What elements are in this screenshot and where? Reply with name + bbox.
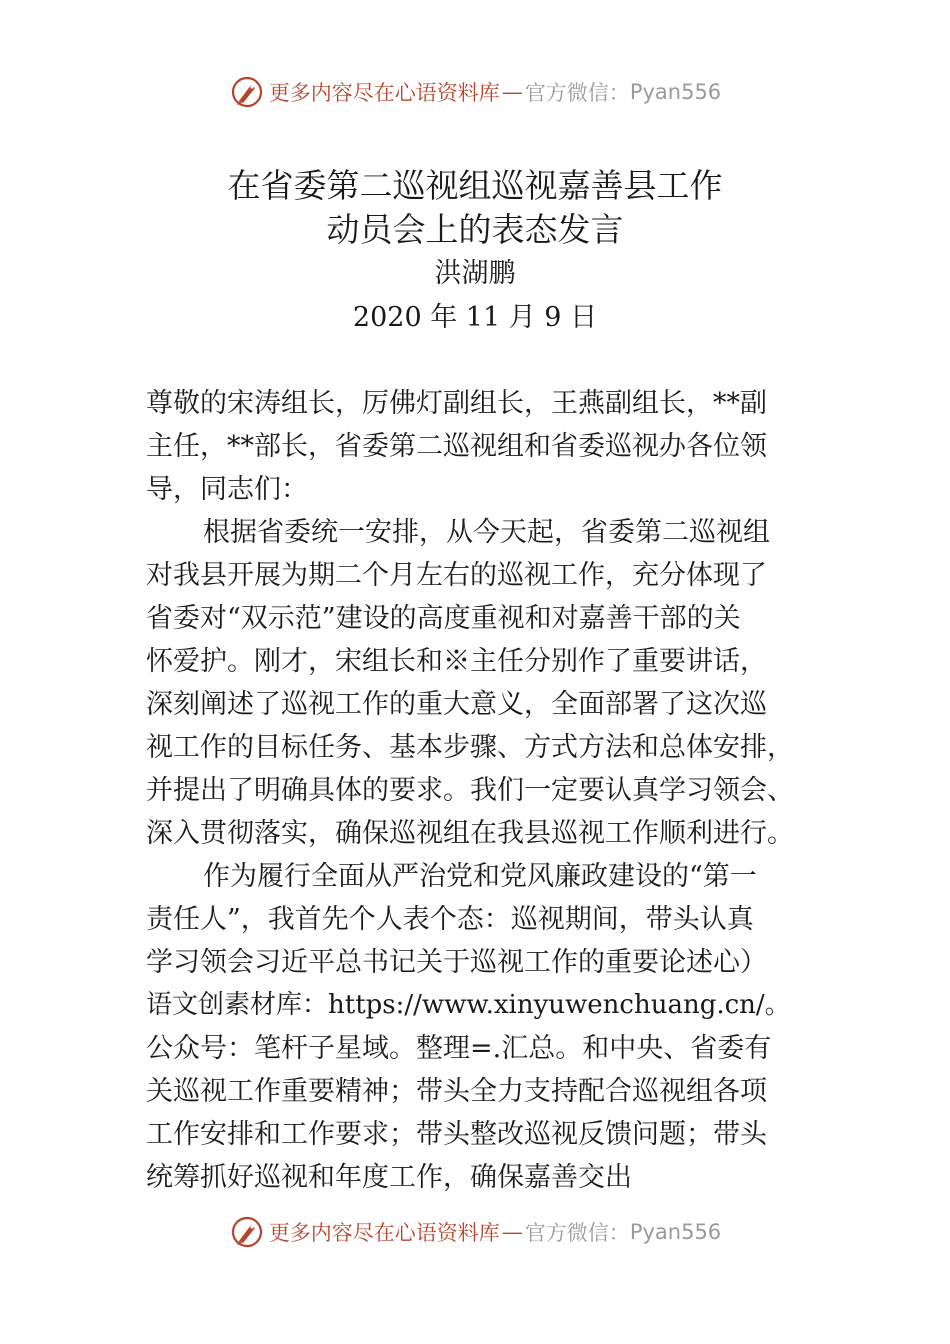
banner-text: 更多内容尽在心语资料库 [268,1221,500,1245]
body-line: 主任，**部长，省委第二巡视组和省委巡视办各位领 [146,431,767,462]
document-title-line-2: 动员会上的表态发言 [326,210,624,249]
document-title-line-1: 在省委第二巡视组巡视嘉善县工作 [227,166,723,205]
body-line: 深刻阐述了巡视工作的重大意义，全面部署了这次巡 [146,689,767,720]
pen-nib-logo-icon [229,1214,265,1250]
body-line: 导，同志们： [146,474,308,505]
body-line: 作为履行全面从严治党和党风廉政建设的“第一 [203,861,757,892]
banner-wechat-label: 官方微信： [524,81,630,105]
banner-wechat-id: Pyan556 [629,80,722,104]
document-date: 2020 年 11 月 9 日 [352,302,598,333]
body-line: 语文创素材库：https://www.xinyuwenchuang.cn/。 [146,990,791,1020]
document-author: 洪湖鹏 [434,258,516,289]
footer-banner [0,1210,950,1254]
pen-nib-logo-icon [229,74,265,110]
body-line: 根据省委统一安排，从今天起，省委第二巡视组 [203,517,770,548]
body-line: 统筹抓好巡视和年度工作，确保嘉善交出 [146,1162,632,1193]
banner-dash: — [501,1220,523,1244]
body-line: 怀爱护。刚才，宋组长和※主任分别作了重要讲话， [146,646,767,677]
body-line: 工作安排和工作要求；带头整改巡视反馈问题；带头 [146,1119,767,1150]
banner-dash: — [501,80,523,104]
banner-wechat-id: Pyan556 [629,1220,722,1244]
body-line: 公众号：笔杆子星域。整理=.汇总。和中央、省委有 [146,1033,772,1064]
body-line: 并提出了明确具体的要求。我们一定要认真学习领会、 [146,775,794,806]
body-line: 责任人”，我首先个人表个态：巡视期间，带头认真 [146,904,754,935]
document-body [146,382,810,1199]
body-line: 省委对“双示范”建设的高度重视和对嘉善干部的关 [146,603,741,634]
body-line: 对我县开展为期二个月左右的巡视工作，充分体现了 [146,560,767,591]
banner-wechat-label: 官方微信： [524,1221,630,1245]
body-line: 关巡视工作重要精神；带头全力支持配合巡视组各项 [146,1076,767,1107]
body-line: 深入贯彻落实，确保巡视组在我县巡视工作顺利进行。 [146,818,794,849]
body-line: 尊敬的宋涛组长，厉佛灯副组长，王燕副组长，**副 [146,388,767,419]
header-banner [0,70,950,114]
body-line: 学习领会习近平总书记关于巡视工作的重要论述心） [146,947,767,978]
banner-text: 更多内容尽在心语资料库 [268,81,500,105]
body-line: 视工作的目标任务、基本步骤、方式方法和总体安排， [146,732,794,763]
